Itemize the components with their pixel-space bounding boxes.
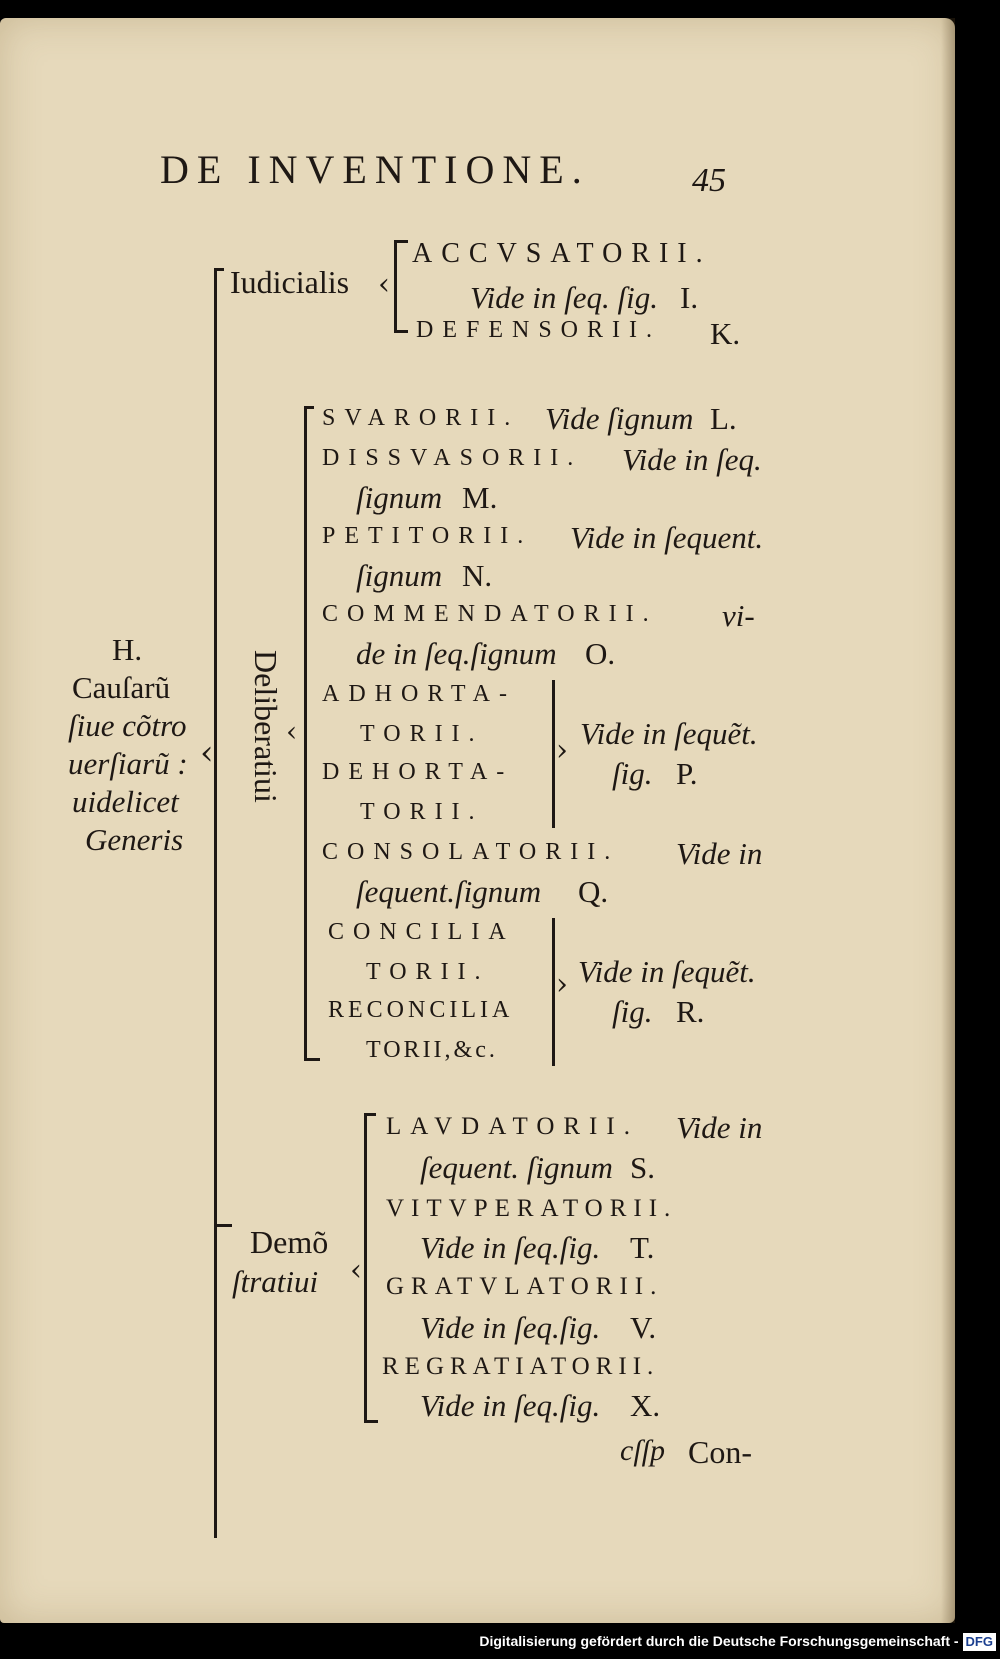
- deliberatiui-bracket-bottom: [304, 1058, 320, 1061]
- group2-bracket: [552, 918, 555, 1066]
- svarorii-ref: Vide ſignum: [545, 401, 694, 436]
- dissvasorii: DISSVASORII.: [322, 445, 583, 471]
- main-bracket-top: [214, 268, 224, 271]
- group2-sig: R.: [676, 994, 705, 1029]
- group1-bracket: [552, 680, 555, 828]
- deliberatiui-bracket-top: [304, 406, 314, 409]
- reconciliatorii-2: TORII,&c.: [366, 1037, 498, 1063]
- iudicialis-sig: I.: [680, 280, 699, 315]
- lavdatorii-sig: S.: [630, 1150, 655, 1185]
- petitorii-ref2: ſignum: [356, 558, 443, 593]
- gratvlatorii-ref: Vide in ſeq.ſig.: [420, 1310, 601, 1345]
- main-bracket-line: [214, 268, 217, 1538]
- root-line: ſiue cõtro: [68, 708, 187, 743]
- root-line: Cauſarũ: [72, 670, 171, 705]
- defensorii-sig: K.: [710, 316, 741, 351]
- root-brace-point: ‹: [200, 733, 214, 773]
- group2-brace: ›: [556, 967, 568, 1002]
- iudicialis-bracket-line: [394, 240, 397, 332]
- adhortatorii-1: ADHORTA-: [322, 681, 516, 707]
- svarorii: SVARORII.: [322, 405, 520, 431]
- petitorii-ref: Vide in ſequent.: [570, 520, 764, 555]
- demonstratiui-label-2: ſtratiui: [232, 1264, 319, 1299]
- root-line: H.: [112, 632, 143, 667]
- dfg-logo: DFG: [963, 1633, 996, 1651]
- iudicialis-brace: ‹: [378, 267, 390, 302]
- digitization-footer: [400, 1623, 1000, 1659]
- reconciliatorii-1: RECONCILIA: [328, 997, 514, 1023]
- page-number: 45: [692, 162, 726, 199]
- root-line: Generis: [85, 822, 184, 857]
- deliberatiui-label: Deliberatiui: [248, 650, 284, 803]
- dehortatorii-2: TORII.: [360, 799, 484, 825]
- root-line: uidelicet: [72, 784, 179, 819]
- dissvasorii-ref2: ſignum: [356, 480, 443, 515]
- demonstratiui-label-1: Demõ: [250, 1224, 329, 1260]
- gratvlatorii-sig: V.: [630, 1310, 657, 1345]
- deliberatiui-bracket-line: [304, 406, 307, 1061]
- regratiatorii-sig: X.: [630, 1388, 661, 1423]
- group1-ref2: ſig.: [612, 756, 653, 791]
- commendatorii: COMMENDATORII.: [322, 601, 658, 627]
- conciliatorii-1: CONCILIA: [328, 919, 515, 945]
- book-page: [0, 18, 955, 1623]
- svarorii-sig: L.: [710, 401, 737, 436]
- gratvlatorii: GRATVLATORII.: [386, 1273, 664, 1300]
- commendatorii-sig: O.: [585, 636, 616, 671]
- lavdatorii: LAVDATORII.: [386, 1113, 639, 1140]
- demonstratiui-brace: ‹: [350, 1253, 362, 1288]
- footer-text: Digitalisierung gefördert durch die Deutsche Forschungsgemeinschaft -: [479, 1633, 959, 1649]
- defensorii: DEFENSORII.: [416, 317, 662, 343]
- group1-sig: P.: [676, 756, 698, 791]
- iudicialis-bracket-top: [394, 240, 408, 243]
- petitorii: PETITORII.: [322, 523, 533, 549]
- commendatorii-ref2: de in ſeq.ſignum: [356, 636, 557, 671]
- lavdatorii-ref2: ſequent. ſignum: [420, 1150, 613, 1185]
- petitorii-sig: N.: [462, 558, 493, 593]
- conciliatorii-2: TORII.: [366, 959, 490, 985]
- group2-ref: Vide in ſequẽt.: [578, 954, 756, 989]
- main-bracket-bottom: [214, 1224, 232, 1227]
- iudicialis-label: Iudicialis: [230, 264, 350, 300]
- root-line: uerſiarũ :: [68, 746, 188, 781]
- vitvperatorii-ref: Vide in ſeq.ſig.: [420, 1230, 601, 1265]
- consolatorii-sig: Q.: [578, 874, 609, 909]
- vitvperatorii-sig: T.: [630, 1230, 655, 1265]
- dissvasorii-ref: Vide in ſeq.: [622, 442, 762, 477]
- regratiatorii-ref: Vide in ſeq.ſig.: [420, 1388, 601, 1423]
- iudicialis-ref: Vide in ſeq. ſig.: [470, 280, 658, 315]
- dehortatorii-1: DEHORTA-: [322, 759, 514, 785]
- regratiatorii: REGRATIATORII.: [382, 1353, 660, 1380]
- consolatorii-ref: Vide in: [676, 836, 763, 871]
- vitvperatorii: VITVPERATORII.: [386, 1195, 678, 1222]
- demonstratiui-bracket-line: [364, 1113, 367, 1423]
- lavdatorii-ref: Vide in: [676, 1110, 763, 1145]
- demonstratiui-bracket-top: [364, 1113, 376, 1116]
- consolatorii-ref2: ſequent.ſignum: [356, 874, 542, 909]
- consolatorii: CONSOLATORII.: [322, 839, 620, 865]
- running-title: DE INVENTIONE.: [160, 147, 590, 192]
- iudicialis-bracket-bottom: [394, 330, 408, 333]
- adhortatorii-2: TORII.: [360, 721, 484, 747]
- commendatorii-ref: vi-: [722, 598, 755, 633]
- signature-mark: cſſp: [620, 1434, 665, 1467]
- group1-brace: ›: [556, 733, 568, 768]
- group2-ref2: ſig.: [612, 994, 653, 1029]
- dissvasorii-sig: M.: [462, 480, 498, 515]
- catchword: Con-: [688, 1434, 752, 1470]
- demonstratiui-bracket-bottom: [364, 1420, 378, 1423]
- accvsatorii: ACCVSATORII.: [412, 238, 712, 269]
- deliberatiui-brace: ‹: [286, 715, 298, 748]
- group1-ref: Vide in ſequẽt.: [580, 716, 758, 751]
